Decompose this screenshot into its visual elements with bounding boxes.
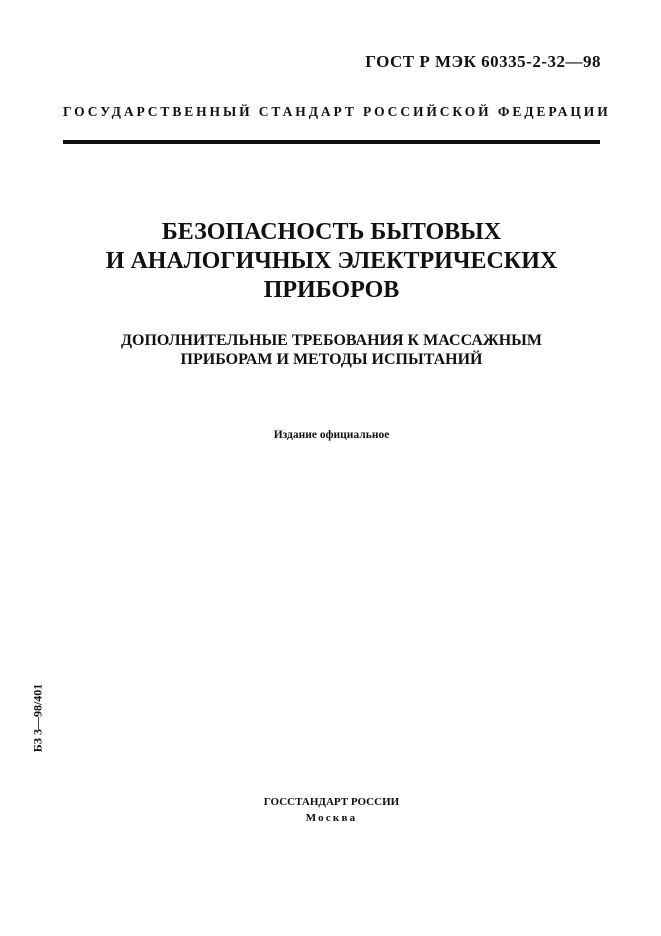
subtitle-line-1: ДОПОЛНИТЕЛЬНЫЕ ТРЕБОВАНИЯ К МАССАЖНЫМ (121, 332, 542, 349)
side-code: БЗ 3—98/401 (30, 683, 45, 753)
state-standard-heading: ГОСУДАРСТВЕННЫЙ СТАНДАРТ РОССИЙСКОЙ ФЕДЕРАЦИИ (63, 104, 611, 119)
standard-number: ГОСТ Р МЭК 60335-2-32—98 (365, 52, 601, 71)
header-divider (63, 140, 600, 144)
title-line-1: БЕЗОПАСНОСТЬ БЫТОВЫХ (161, 219, 502, 245)
subtitle-line-2: ПРИБОРАМ И МЕТОДЫ ИСПЫТАНИЙ (180, 351, 483, 368)
title-line-2: И АНАЛОГИЧНЫХ ЭЛЕКТРИЧЕСКИХ (105, 248, 558, 274)
document-title (63, 218, 600, 305)
document-subtitle (63, 331, 600, 369)
publisher-city: Москва (305, 812, 358, 824)
edition-note: Издание официальное (273, 429, 390, 441)
publisher-name: ГОССТАНДАРТ РОССИИ (263, 796, 400, 808)
title-line-3: ПРИБОРОВ (263, 277, 400, 303)
